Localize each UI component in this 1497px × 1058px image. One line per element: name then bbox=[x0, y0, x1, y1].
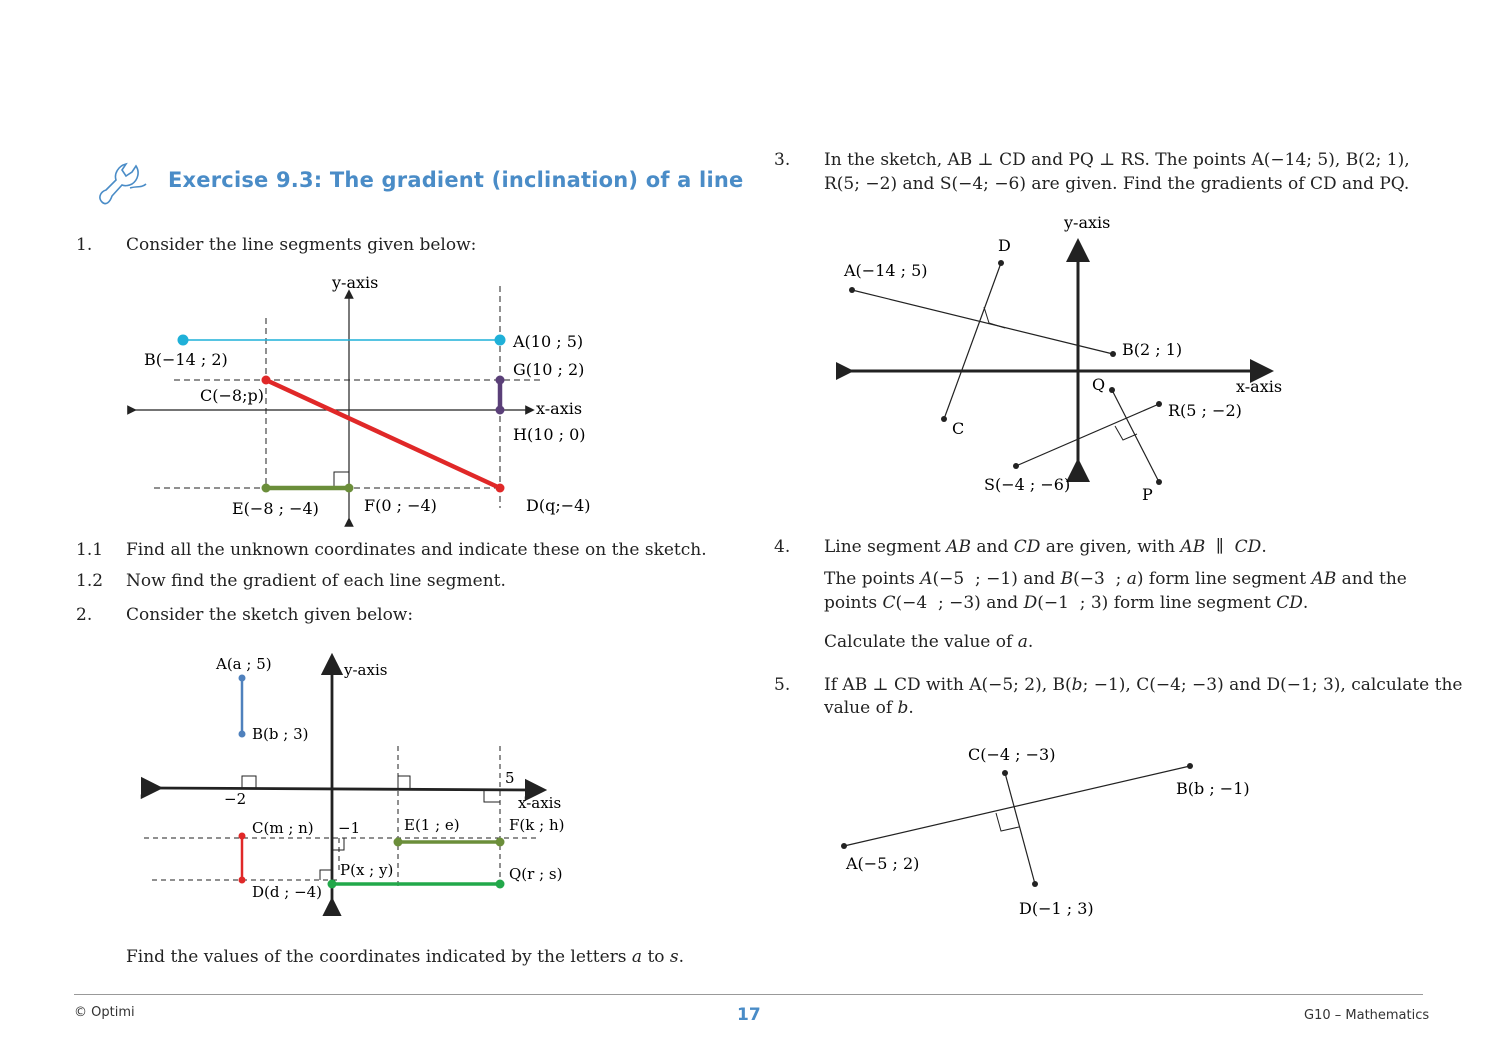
q5-number: 5. bbox=[774, 675, 791, 695]
q1-label-h: H(10 ; 0) bbox=[513, 425, 586, 444]
q3-segment-ab bbox=[852, 290, 1113, 354]
q1-text: Consider the line segments given below: bbox=[126, 235, 477, 255]
q1-label-g: G(10 ; 2) bbox=[513, 360, 585, 379]
q1-1-number: 1.1 bbox=[76, 540, 104, 560]
q1-segment-cd bbox=[266, 380, 500, 488]
q3-label-b: B(2 ; 1) bbox=[1122, 340, 1183, 359]
q3-number: 3. bbox=[774, 150, 791, 170]
q2-x-axis-label: x-axis bbox=[518, 794, 562, 812]
q4-line1: Line segment AB and CD are given, with AB ∥ CD. bbox=[824, 537, 1267, 557]
q1-label-a: A(10 ; 5) bbox=[513, 332, 584, 351]
q1-sketch bbox=[120, 268, 610, 530]
q2-text: Consider the sketch given below: bbox=[126, 605, 414, 625]
wrench-hand-icon bbox=[96, 158, 152, 210]
page-number: 17 bbox=[737, 1005, 761, 1025]
q1-x-axis-label: x-axis bbox=[536, 399, 583, 418]
q1-2-number: 1.2 bbox=[76, 571, 104, 591]
q2-label-f: F(k ; h) bbox=[509, 816, 565, 834]
q3-x-axis-label: x-axis bbox=[1236, 377, 1283, 396]
q5-segment-cd bbox=[1005, 773, 1035, 884]
q3-label-p: P bbox=[1142, 485, 1153, 504]
q1-label-e: E(−8 ; −4) bbox=[232, 499, 319, 518]
footer-copyright: © Optimi bbox=[74, 1005, 135, 1020]
q3-label-d: D bbox=[998, 236, 1011, 255]
q2-label-q: Q(r ; s) bbox=[509, 865, 563, 883]
q2-y-axis-label: y-axis bbox=[344, 661, 388, 679]
q1-label-f: F(0 ; −4) bbox=[364, 496, 437, 515]
q3-line2: R(5; −2) and S(−4; −6) are given. Find the gradients of CD and PQ. bbox=[824, 174, 1410, 194]
q3-y-axis-label: y-axis bbox=[1064, 213, 1111, 232]
q2-label-e: E(1 ; e) bbox=[404, 816, 460, 834]
footer-rule bbox=[74, 994, 1423, 995]
q3-segment-pq bbox=[1112, 390, 1159, 482]
q2-instruction: Find the values of the coordinates indicated by the letters a to s. bbox=[126, 947, 685, 967]
q2-label-c: C(m ; n) bbox=[252, 819, 314, 837]
q1-y-axis-label: y-axis bbox=[332, 273, 379, 292]
q3-label-q: Q bbox=[1092, 375, 1106, 394]
q1-1-text: Find all the unknown coordinates and indicate these on the sketch. bbox=[126, 540, 707, 560]
q2-sketch bbox=[140, 650, 580, 916]
q1-label-d: D(q;−4) bbox=[526, 496, 591, 515]
q5-line1: If AB ⊥ CD with A(−5; 2), B(b; −1), C(−4; −3) and D(−1; 3), calculate the bbox=[824, 675, 1463, 695]
q2-number: 2. bbox=[76, 605, 93, 625]
exercise-title: Exercise 9.3: The gradient (inclination) of a line bbox=[168, 168, 744, 192]
q2-tick-neg2: −2 bbox=[224, 790, 247, 808]
q4-line2: The points A(−5 ; −1) and B(−3 ; a) form line segment AB and the bbox=[824, 569, 1407, 589]
q5-label-d: D(−1 ; 3) bbox=[1019, 899, 1094, 918]
q2-x-axis bbox=[152, 788, 536, 790]
q2-tick-5: 5 bbox=[505, 769, 515, 787]
footer-subject: G10 – Mathematics bbox=[1304, 1008, 1430, 1023]
q3-line1: In the sketch, AB ⊥ CD and PQ ⊥ RS. The points A(−14; 5), B(2; 1), bbox=[824, 150, 1410, 170]
q1-number: 1. bbox=[76, 235, 93, 255]
q1-2-text: Now find the gradient of each line segment. bbox=[126, 571, 506, 591]
q2-label-b: B(b ; 3) bbox=[252, 725, 309, 743]
q5-label-c: C(−4 ; −3) bbox=[968, 745, 1056, 764]
q5-sketch bbox=[836, 738, 1266, 928]
q4-number: 4. bbox=[774, 537, 791, 557]
q3-segment-rs bbox=[1016, 404, 1159, 466]
q3-label-r: R(5 ; −2) bbox=[1168, 401, 1242, 420]
q3-sketch bbox=[836, 208, 1296, 508]
q2-label-a: A(a ; 5) bbox=[216, 655, 272, 673]
q5-label-b: B(b ; −1) bbox=[1176, 779, 1250, 798]
q4-line4: Calculate the value of a. bbox=[824, 632, 1034, 652]
q3-label-c: C bbox=[952, 419, 965, 438]
q2-label-d: D(d ; −4) bbox=[252, 883, 323, 901]
q4-line3: points C(−4 ; −3) and D(−1 ; 3) form line segment CD. bbox=[824, 593, 1309, 613]
q1-label-b: B(−14 ; 2) bbox=[144, 350, 228, 369]
q5-line2: value of b. bbox=[824, 698, 914, 718]
q3-label-s: S(−4 ; −6) bbox=[984, 475, 1071, 494]
q3-segment-cd bbox=[944, 263, 1001, 419]
q1-label-c: C(−8;p) bbox=[200, 386, 264, 405]
q2-tick-neg1: −1 bbox=[338, 819, 361, 837]
q2-label-p: P(x ; y) bbox=[340, 861, 394, 879]
q5-label-a: A(−5 ; 2) bbox=[846, 854, 920, 873]
q3-label-a: A(−14 ; 5) bbox=[844, 261, 928, 280]
q5-segment-ab bbox=[844, 766, 1190, 846]
